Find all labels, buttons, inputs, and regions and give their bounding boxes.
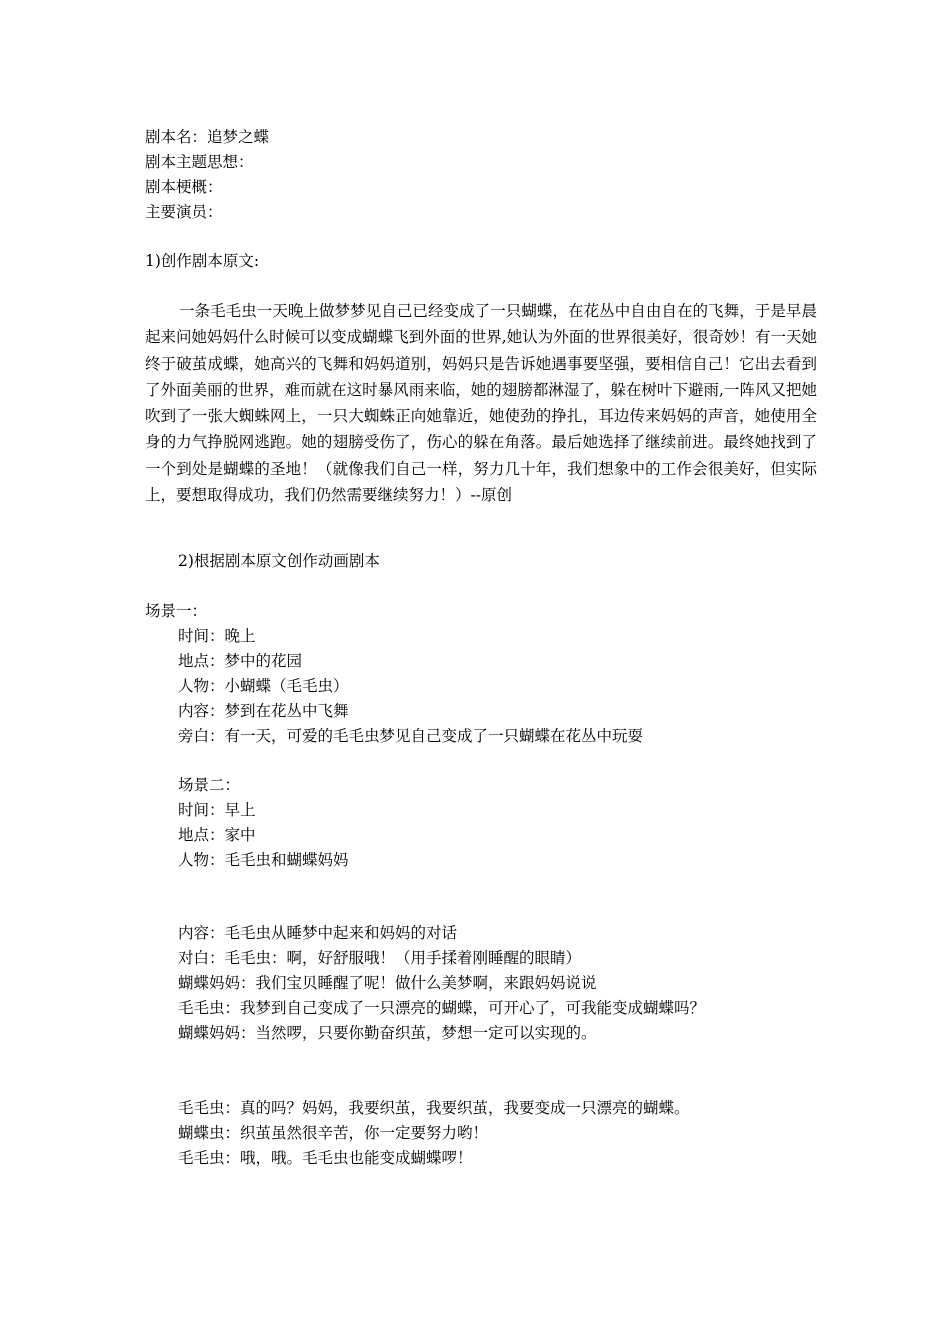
scene-1-heading: 场景一： — [145, 602, 208, 620]
dialogue-line: 毛毛虫：真的吗？妈妈，我要织茧，我要织茧，我要变成一只漂亮的蝴蝶。 — [178, 1099, 690, 1117]
scene-1-characters: 人物：小蝴蝶（毛毛虫） — [178, 677, 349, 695]
scene-2-heading: 场景二： — [178, 776, 241, 794]
script-cast: 主要演员： — [145, 203, 223, 221]
dialogue-line: 蝴蝶妈妈：我们宝贝睡醒了呢！做什么美梦啊，来跟妈妈说说 — [178, 974, 597, 992]
scene-1-narration: 旁白：有一天，可爱的毛毛虫梦见自己变成了一只蝴蝶在花丛中玩耍 — [178, 727, 644, 745]
scene-2-place: 地点：家中 — [178, 826, 256, 844]
scene-1-time: 时间：晚上 — [178, 627, 256, 645]
dialogue-line: 蝴蝶妈妈：当然啰，只要你勤奋织茧，梦想一定可以实现的。 — [178, 1024, 597, 1042]
scene-2-characters: 人物：毛毛虫和蝴蝶妈妈 — [178, 851, 349, 869]
section-2-heading: 2)根据剧本原文创作动画剧本 — [178, 552, 380, 570]
scene-2-content: 内容：毛毛虫从睡梦中起来和妈妈的对话 — [178, 924, 458, 942]
dialogue-line: 毛毛虫：哦，哦。毛毛虫也能变成蝴蝶啰！ — [178, 1149, 473, 1167]
dialogue-line: 毛毛虫：我梦到自己变成了一只漂亮的蝴蝶，可开心了，可我能变成蝴蝶吗？ — [178, 999, 706, 1017]
dialogue-line: 蝴蝶虫：织茧虽然很辛苦，你一定要努力哟！ — [178, 1124, 489, 1142]
script-synopsis: 剧本梗概： — [145, 178, 223, 196]
scene-1-content: 内容：梦到在花丛中飞舞 — [178, 702, 349, 720]
original-story-paragraph: 一条毛毛虫一天晚上做梦梦见自己已经变成了一只蝴蝶，在花丛中自由自在的飞舞，于是早晨起来问她妈妈什么时候可以变成蝴蝶飞到外面的世界,她认为外面的世界很美好，很奇妙！有一天她终于破茧成蝶，她高兴的飞舞和妈妈道别，妈妈只是告诉她遇事要坚强，要相信自己！它出去看到了外面美丽的世界，难而就在这时暴风雨来临，她的翅膀都淋湿了，躲在树叶下避雨,一阵风又把她吹到了一张大蜘蛛网上，一只大蜘蛛正向她靠近，她使劲的挣扎，耳边传来妈妈的声音，她使用全身的力气挣脱网逃跑。她的翅膀受伤了，伤心的躲在角落。最后她选择了继续前进。最终她找到了一个到处是蝴蝶的圣地！（就像我们自己一样，努力几十年，我们想象中的工作会很美好，但实际上，要想取得成功，我们仍然需要继续努力！）--原创 — [145, 302, 817, 505]
scene-2-time: 时间：早上 — [178, 801, 256, 819]
script-title: 剧本名：追梦之蝶 — [145, 128, 270, 146]
script-theme: 剧本主题思想： — [145, 153, 254, 171]
section-1-heading: 1)创作剧本原文: — [145, 252, 260, 270]
dialogue-line: 对白：毛毛虫：啊，好舒服哦！（用手揉着刚睡醒的眼睛） — [178, 949, 582, 967]
scene-1-place: 地点：梦中的花园 — [178, 652, 303, 670]
